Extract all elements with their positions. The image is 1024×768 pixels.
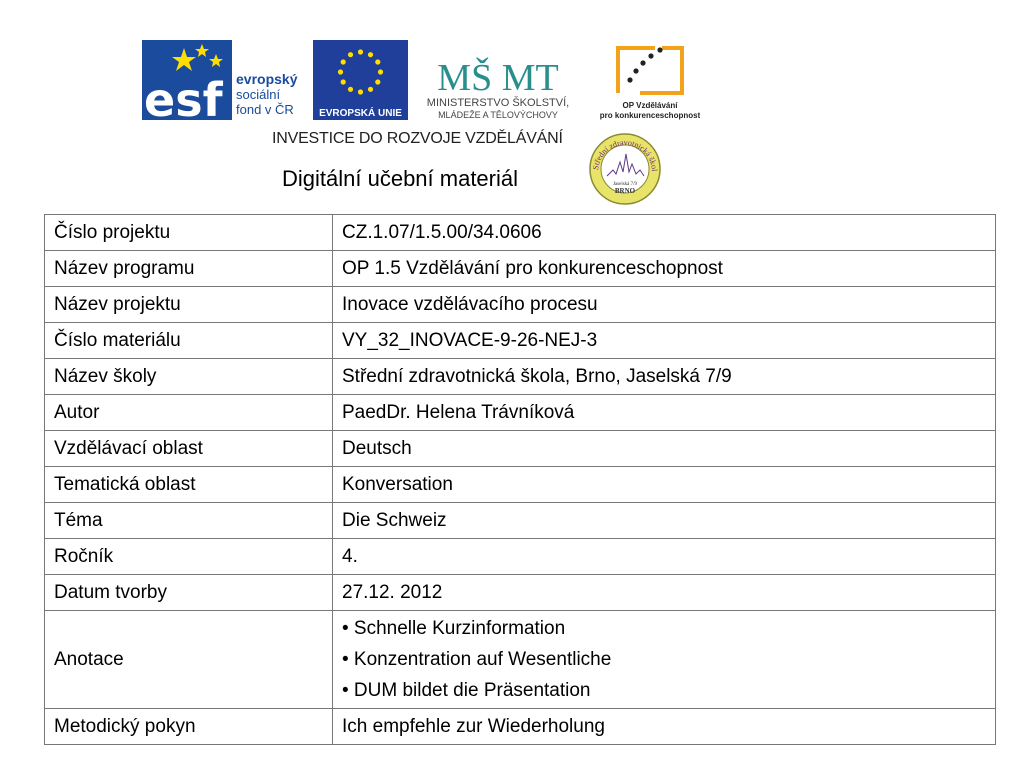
- row-label: Tematická oblast: [45, 467, 333, 503]
- svg-text:sociální: sociální: [236, 87, 281, 102]
- investice-tagline: INVESTICE DO ROZVOJE VZDĚLÁVÁNÍ: [272, 130, 563, 147]
- esf-logo: [142, 40, 312, 120]
- row-label: Číslo projektu: [45, 215, 333, 251]
- row-label: Název projektu: [45, 287, 333, 323]
- table-row: [45, 575, 996, 611]
- logo-banner: [0, 0, 1024, 210]
- svg-text:fond v ČR: fond v ČR: [236, 102, 294, 117]
- row-value: PaedDr. Helena Trávníková: [333, 395, 996, 431]
- table-row: [45, 359, 996, 395]
- row-value: OP 1.5 Vzdělávání pro konkurenceschopnost: [333, 251, 996, 287]
- metodicky-label: Metodický pokyn: [45, 709, 333, 745]
- anotace-label: Anotace: [45, 611, 333, 709]
- page-title: Digitální učební materiál: [282, 166, 519, 191]
- eu-flag-logo: [313, 40, 408, 120]
- svg-text:MLÁDEŽE A TĚLOVÝCHOVY: MLÁDEŽE A TĚLOVÝCHOVY: [438, 110, 558, 120]
- svg-text:esf: esf: [144, 73, 223, 120]
- svg-text:MŠ MT: MŠ MT: [437, 57, 559, 99]
- project-info-table: [44, 214, 996, 745]
- anotace-row: [45, 611, 996, 709]
- svg-text:MINISTERSTVO ŠKOLSTVÍ,: MINISTERSTVO ŠKOLSTVÍ,: [426, 97, 570, 109]
- bullet-item: • Schnelle Kurzinformation: [342, 618, 566, 639]
- table-row: [45, 323, 996, 359]
- table-row: [45, 431, 996, 467]
- svg-text:EVROPSKÁ UNIE: EVROPSKÁ UNIE: [319, 108, 402, 119]
- msmt-logo: [413, 38, 583, 123]
- school-seal-logo: [588, 132, 662, 206]
- metodicky-value: Ich empfehle zur Wiederholung: [333, 709, 996, 745]
- row-label: Název programu: [45, 251, 333, 287]
- table-row: [45, 467, 996, 503]
- metodicky-row: [45, 709, 996, 745]
- row-label: Ročník: [45, 539, 333, 575]
- row-label: Vzdělávací oblast: [45, 431, 333, 467]
- row-label: Datum tvorby: [45, 575, 333, 611]
- table-row: [45, 215, 996, 251]
- row-label: Číslo materiálu: [45, 323, 333, 359]
- op-vzdelavani-logo: [600, 38, 700, 123]
- row-value: Konversation: [333, 467, 996, 503]
- table-row: [45, 539, 996, 575]
- svg-text:evropský: evropský: [236, 71, 298, 87]
- svg-text:OP Vzdělávání: OP Vzdělávání: [622, 101, 678, 110]
- row-label: Název školy: [45, 359, 333, 395]
- row-value: VY_32_INOVACE-9-26-NEJ-3: [333, 323, 996, 359]
- table-row: [45, 251, 996, 287]
- row-value: 4.: [333, 539, 996, 575]
- row-value: CZ.1.07/1.5.00/34.0606: [333, 215, 996, 251]
- row-value: Inovace vzdělávacího procesu: [333, 287, 996, 323]
- row-value: Die Schweiz: [333, 503, 996, 539]
- row-value: Střední zdravotnická škola, Brno, Jaselská 7/9: [333, 359, 996, 395]
- row-value: Deutsch: [333, 431, 996, 467]
- svg-text:BRNO: BRNO: [614, 187, 636, 195]
- table-row: [45, 395, 996, 431]
- table-row: [45, 503, 996, 539]
- row-value: 27.12. 2012: [333, 575, 996, 611]
- svg-text:Jaselská 7/9: Jaselská 7/9: [612, 182, 638, 187]
- svg-text:Střední zdravotnická škola: Střední zdravotnická škol: [591, 137, 660, 172]
- row-label: Téma: [45, 503, 333, 539]
- anotace-bullets: [333, 611, 996, 709]
- bullet-item: • DUM bildet die Präsentation: [342, 680, 591, 701]
- row-label: Autor: [45, 395, 333, 431]
- table-row: [45, 287, 996, 323]
- svg-text:pro konkurenceschopnost: pro konkurenceschopnost: [600, 111, 700, 120]
- bullet-item: • Konzentration auf Wesentliche: [342, 649, 612, 670]
